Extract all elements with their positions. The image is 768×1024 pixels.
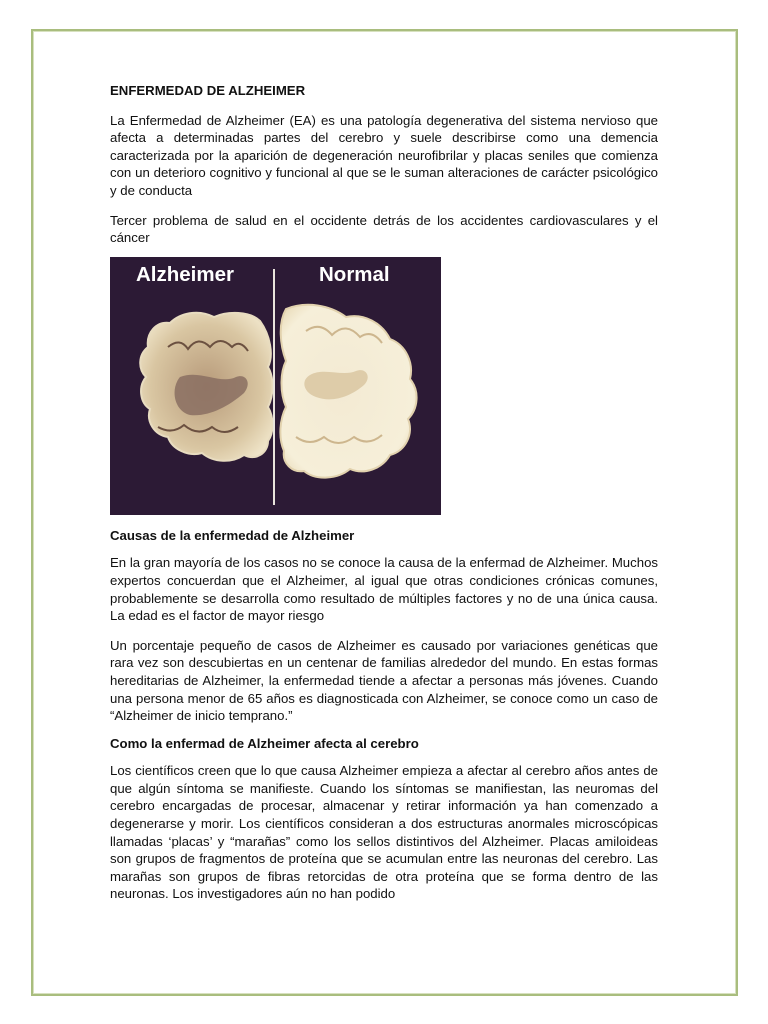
- document-body: [110, 82, 658, 903]
- figure-label-alzheimer: Alzheimer: [136, 262, 234, 286]
- causas-paragraph-2: Un porcentaje pequeño de casos de Alzheimer es causado por variaciones genéticas que rara vez son descubiertas en un centenar de familias alrededor del mundo. En estas formas hereditarias de Alzheimer, la enfermedad tiende a afectar a personas más jóvenes. Cuando una persona menor de 65 años es diagnosticada con Alzheimer, se conoce como un caso de “Alzheimer de inicio temprano.”: [110, 637, 658, 724]
- causas-paragraph-1: En la gran mayoría de los casos no se conoce la causa de la enfermad de Alzheimer. Muchos expertos concuerdan que el Alzheimer, al igual que otras condiciones crónicas comunes, probablemente se desarrolla como resultado de múltiples factores y no de una única causa. La edad es el factor de mayor riesgo: [110, 555, 658, 624]
- intro-paragraph-1: La Enfermedad de Alzheimer (EA) es una patología degenerativa del sistema nervioso que afecta a determinadas partes del cerebro y suele describirse como una demencia caracterizada por la aparición de degeneración neurofibrilar y placas seniles que comienza con un deterioro cognitivo y funcional al que se le suman alteraciones de carácter psicológico y de conducta: [110, 112, 658, 198]
- figure-label-normal: Normal: [319, 262, 390, 286]
- section-heading-cerebro: Como la enfermad de Alzheimer afecta al cerebro: [110, 735, 419, 751]
- document-title: ENFERMEDAD DE ALZHEIMER: [110, 83, 306, 98]
- section-heading-causas: Causas de la enfermedad de Alzheimer: [110, 527, 355, 543]
- brain-comparison-illustration: [110, 257, 441, 515]
- brain-comparison-image: [110, 257, 441, 515]
- cerebro-paragraph-1: Los científicos creen que lo que causa Alzheimer empieza a afectar al cerebro años antes de que algún síntoma se manifieste. Cuando los síntomas se manifiestan, las neuromas del cerebro encargadas de procesar, almacenar y retirar información ya han comenzado a degenerarse y morir. Los científicos consideran a dos estructuras anormales microscópicas llamadas ‘placas’ y “marañas” como los sellos distintivos del Alzheimer. Placas amiloideas son grupos de fragmentos de proteína que se acumulan entre las neuronas del cerebro. Las marañas son grupos de fibras retorcidas de otra proteína que se forma dentro de las neuronas. Los investigadores aún no han podido: [110, 763, 658, 902]
- intro-paragraph-2: Tercer problema de salud en el occidente detrás de los accidentes cardiovasculares y el cáncer: [110, 212, 658, 246]
- figure-divider: [273, 269, 275, 505]
